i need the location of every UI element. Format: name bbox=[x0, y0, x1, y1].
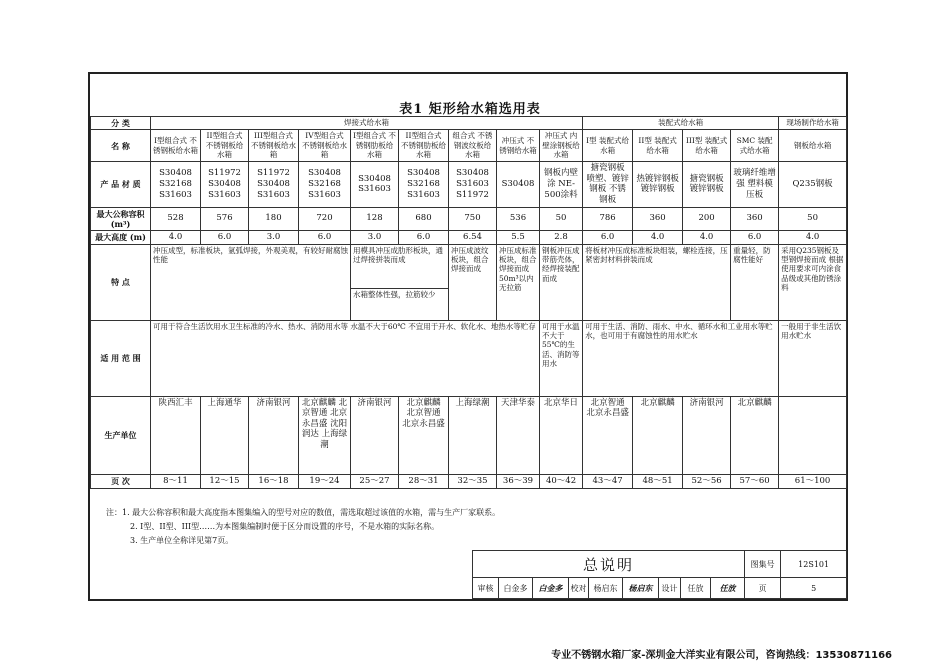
page-range-cell: 8～11 bbox=[151, 474, 201, 488]
volume-row bbox=[91, 207, 847, 230]
tank-name-cell: 钢板给水箱 bbox=[779, 130, 847, 162]
features-ribbed: 用模具冲压成肋形板块，通过焊接拼装而成 bbox=[351, 244, 449, 288]
material-cell: S11972 S30408 S31603 bbox=[201, 162, 249, 208]
atlas-label: 图集号 bbox=[745, 551, 781, 578]
material-cell: S30408 S31603 bbox=[351, 162, 399, 208]
volume-cell: 528 bbox=[151, 207, 201, 230]
maker-cell: 陕西汇丰 bbox=[151, 396, 201, 474]
name-label: 名 称 bbox=[91, 130, 151, 162]
page-range-cell: 48～51 bbox=[633, 474, 683, 488]
page-range-cell: 40～42 bbox=[540, 474, 583, 488]
usage-label: 适 用 范 围 bbox=[91, 320, 151, 396]
material-cell: S11972 S30408 S31603 bbox=[249, 162, 299, 208]
category-row bbox=[91, 117, 847, 130]
page-range-cell: 19～24 bbox=[299, 474, 351, 488]
material-row bbox=[91, 162, 847, 208]
page-label: 页 bbox=[745, 578, 781, 599]
height-cell: 4.0 bbox=[151, 230, 201, 244]
height-label: 最大高度 (m) bbox=[91, 230, 151, 244]
material-label: 产 品 材 质 bbox=[91, 162, 151, 208]
height-cell: 4.0 bbox=[779, 230, 847, 244]
maker-cell: 济南银河 bbox=[351, 396, 399, 474]
drawing-name: 总说明 bbox=[473, 551, 745, 578]
usage-row bbox=[91, 320, 847, 396]
height-cell: 3.0 bbox=[249, 230, 299, 244]
features-row-1 bbox=[91, 244, 847, 288]
usage-assembled: 可用于生活、消防、雨水、中水、循环水和工业用水等贮水，也可用于有腐蚀性的用水贮水 bbox=[583, 320, 779, 396]
features-label: 特 点 bbox=[91, 244, 151, 320]
volume-cell: 180 bbox=[249, 207, 299, 230]
pages-row bbox=[91, 474, 847, 488]
page-range-cell: 32～35 bbox=[449, 474, 497, 488]
atlas-number: 12S101 bbox=[781, 551, 847, 578]
tank-name-cell: I型组合式 不锈钢板给水箱 bbox=[151, 130, 201, 162]
page-range-cell: 52～56 bbox=[683, 474, 731, 488]
tank-name-cell: II型 装配式给水箱 bbox=[633, 130, 683, 162]
height-cell: 6.0 bbox=[299, 230, 351, 244]
material-cell: Q235钢板 bbox=[779, 162, 847, 208]
tank-name-cell: 冲压式 内壁涂钢板给水箱 bbox=[540, 130, 583, 162]
material-cell: 钢板内壁涂 NE-500涂料 bbox=[540, 162, 583, 208]
maker-cell: 北京华日 bbox=[540, 396, 583, 474]
maker-cell: 北京智通 北京永昌盛 bbox=[583, 396, 633, 474]
volume-cell: 680 bbox=[399, 207, 449, 230]
maker-cell: 北京麒麟 北京智通 北京永昌盛 沈阳润达 上海绿潮 bbox=[299, 396, 351, 474]
reviewer-name: 白金多 bbox=[499, 578, 533, 599]
height-cell: 5.5 bbox=[497, 230, 540, 244]
tank-name-cell: II型组合式 不锈钢肋板给水箱 bbox=[399, 130, 449, 162]
material-cell: 玻璃纤维增强 塑料模压板 bbox=[731, 162, 779, 208]
features-ribbed-note: 水箱整体性强，拉筋较少 bbox=[351, 288, 449, 320]
material-cell: 热镀锌钢板 镀锌钢板 bbox=[633, 162, 683, 208]
title-block bbox=[472, 550, 847, 599]
volume-cell: 200 bbox=[683, 207, 731, 230]
features-stamped-ss: 冲压成标准板块，组合焊接而成 50m³以内无拉筋 bbox=[497, 244, 540, 320]
tank-name-cell: II型组合式 不锈钢板给水箱 bbox=[201, 130, 249, 162]
designer-signature: 任放 bbox=[711, 578, 745, 599]
tank-name-cell: 冲压式 不锈钢给水箱 bbox=[497, 130, 540, 162]
volume-cell: 50 bbox=[540, 207, 583, 230]
tank-name-cell: I型 装配式给水箱 bbox=[583, 130, 633, 162]
designer-name: 任放 bbox=[681, 578, 711, 599]
volume-cell: 750 bbox=[449, 207, 497, 230]
page-range-cell: 12～15 bbox=[201, 474, 249, 488]
selection-table bbox=[90, 116, 847, 489]
material-cell: S30408 bbox=[497, 162, 540, 208]
maker-cell: 北京麒麟 bbox=[633, 396, 683, 474]
maker-cell: 济南银河 bbox=[683, 396, 731, 474]
page-number: 5 bbox=[781, 578, 847, 599]
page-range-cell: 25～27 bbox=[351, 474, 399, 488]
tank-name-cell: SMC 装配式给水箱 bbox=[731, 130, 779, 162]
welded-header: 焊接式给水箱 bbox=[151, 117, 583, 130]
height-cell: 6.0 bbox=[201, 230, 249, 244]
notes bbox=[106, 506, 666, 548]
page-range-cell: 36～39 bbox=[497, 474, 540, 488]
tank-name-cell: 组合式 不锈钢波纹板给水箱 bbox=[449, 130, 497, 162]
height-cell: 6.0 bbox=[731, 230, 779, 244]
material-cell: S30408 S32168 S31603 bbox=[299, 162, 351, 208]
features-smc: 重量轻，防腐性能好 bbox=[731, 244, 779, 320]
notes-title: 注： bbox=[106, 508, 122, 517]
checker-signature: 杨启东 bbox=[623, 578, 659, 599]
tank-name-cell: I型组合式 不锈钢肋板给水箱 bbox=[351, 130, 399, 162]
category-label: 分 类 bbox=[91, 117, 151, 130]
tank-name-cell: IV型组合式 不锈钢板给水箱 bbox=[299, 130, 351, 162]
maker-cell: 北京麒麟 北京智通 北京永昌盛 bbox=[399, 396, 449, 474]
tank-name-cell: III型组合式 不锈钢板给水箱 bbox=[249, 130, 299, 162]
volume-label: 最大公称容积(m³) bbox=[91, 207, 151, 230]
material-cell: S30408 S32168 S31603 bbox=[151, 162, 201, 208]
maker-row bbox=[91, 396, 847, 474]
page-range-cell: 43～47 bbox=[583, 474, 633, 488]
note-2: 2. I型、II型、III型……为本图集编制时便于区分而设置的序号，不是水箱的实际名称。 bbox=[130, 522, 440, 531]
name-row bbox=[91, 130, 847, 162]
maker-cell: 天津华泰 bbox=[497, 396, 540, 474]
volume-cell: 360 bbox=[633, 207, 683, 230]
tank-name-cell: III型 装配式给水箱 bbox=[683, 130, 731, 162]
note-3: 3. 生产单位全称详见第7页。 bbox=[130, 536, 234, 545]
volume-cell: 360 bbox=[731, 207, 779, 230]
maker-label: 生产单位 bbox=[91, 396, 151, 474]
reviewer-signature: 白金多 bbox=[533, 578, 569, 599]
height-cell: 4.0 bbox=[633, 230, 683, 244]
volume-cell: 720 bbox=[299, 207, 351, 230]
pages-label: 页 次 bbox=[91, 474, 151, 488]
footer-hotline: 专业不锈钢水箱厂家-深圳金大洋实业有限公司，咨询热线：13530871166 bbox=[551, 650, 892, 661]
volume-cell: 50 bbox=[779, 207, 847, 230]
volume-cell: 536 bbox=[497, 207, 540, 230]
features-stamped: 冲压成型，标准板块，氩弧焊接，外观美观，有较好耐腐蚀性能 bbox=[151, 244, 351, 320]
material-cell: 搪瓷钢板 喷塑、镀锌钢板 不锈钢板 bbox=[583, 162, 633, 208]
maker-cell: 上海绿潮 bbox=[449, 396, 497, 474]
volume-cell: 786 bbox=[583, 207, 633, 230]
maker-cell: 济南银河 bbox=[249, 396, 299, 474]
height-cell: 6.0 bbox=[399, 230, 449, 244]
material-cell: S30408 S32168 S31603 bbox=[399, 162, 449, 208]
checker-name: 杨启东 bbox=[589, 578, 623, 599]
volume-cell: 576 bbox=[201, 207, 249, 230]
page-range-cell: 16～18 bbox=[249, 474, 299, 488]
height-row bbox=[91, 230, 847, 244]
material-cell: S30408 S31603 S11972 bbox=[449, 162, 497, 208]
usage-steel: 一般用于非生活饮用水贮水 bbox=[779, 320, 847, 396]
height-cell: 6.0 bbox=[583, 230, 633, 244]
maker-cell bbox=[779, 396, 847, 474]
features-steel: 采用Q235钢板及型钢焊接而成 根据使用要求可内涂食品级或其他防锈涂料 bbox=[779, 244, 847, 320]
material-cell: 搪瓷钢板 镀锌钢板 bbox=[683, 162, 731, 208]
drawing-sheet bbox=[88, 72, 848, 601]
onsite-header: 现场制作给水箱 bbox=[779, 117, 847, 130]
volume-cell: 128 bbox=[351, 207, 399, 230]
height-cell: 6.54 bbox=[449, 230, 497, 244]
height-cell: 2.8 bbox=[540, 230, 583, 244]
features-coated: 钢板冲压成带筋壳体，经焊接装配而成 bbox=[540, 244, 583, 320]
design-label: 设计 bbox=[659, 578, 681, 599]
review-label: 审核 bbox=[473, 578, 499, 599]
check-label: 校对 bbox=[569, 578, 589, 599]
height-cell: 3.0 bbox=[351, 230, 399, 244]
page-range-cell: 57～60 bbox=[731, 474, 779, 488]
features-corrugated: 冲压成波纹板块，组合焊接而成 bbox=[449, 244, 497, 320]
assembled-header: 装配式给水箱 bbox=[583, 117, 779, 130]
features-assembled: 将板材冲压成标准板块组装，螺栓连接，压紧密封材料拼装而成 bbox=[583, 244, 731, 320]
page-range-cell: 28～31 bbox=[399, 474, 449, 488]
usage-coated: 可用于水温不大于55℃的生活、消防等用水 bbox=[540, 320, 583, 396]
maker-cell: 上海通华 bbox=[201, 396, 249, 474]
usage-stainless: 可用于符合生活饮用水卫生标准的冷水、热水、消防用水等 水温不大于60℃ 不宜用于开水、软化水、地热水等贮存 bbox=[151, 320, 540, 396]
height-cell: 4.0 bbox=[683, 230, 731, 244]
note-1: 1. 最大公称容积和最大高度指本图集编入的型号对应的数值，需选取超过该值的水箱，需与生产厂家联系。 bbox=[122, 508, 501, 517]
page-range-cell: 61～100 bbox=[779, 474, 847, 488]
maker-cell: 北京麒麟 bbox=[731, 396, 779, 474]
table-title: 表1 矩形给水箱选用表 bbox=[399, 102, 541, 117]
